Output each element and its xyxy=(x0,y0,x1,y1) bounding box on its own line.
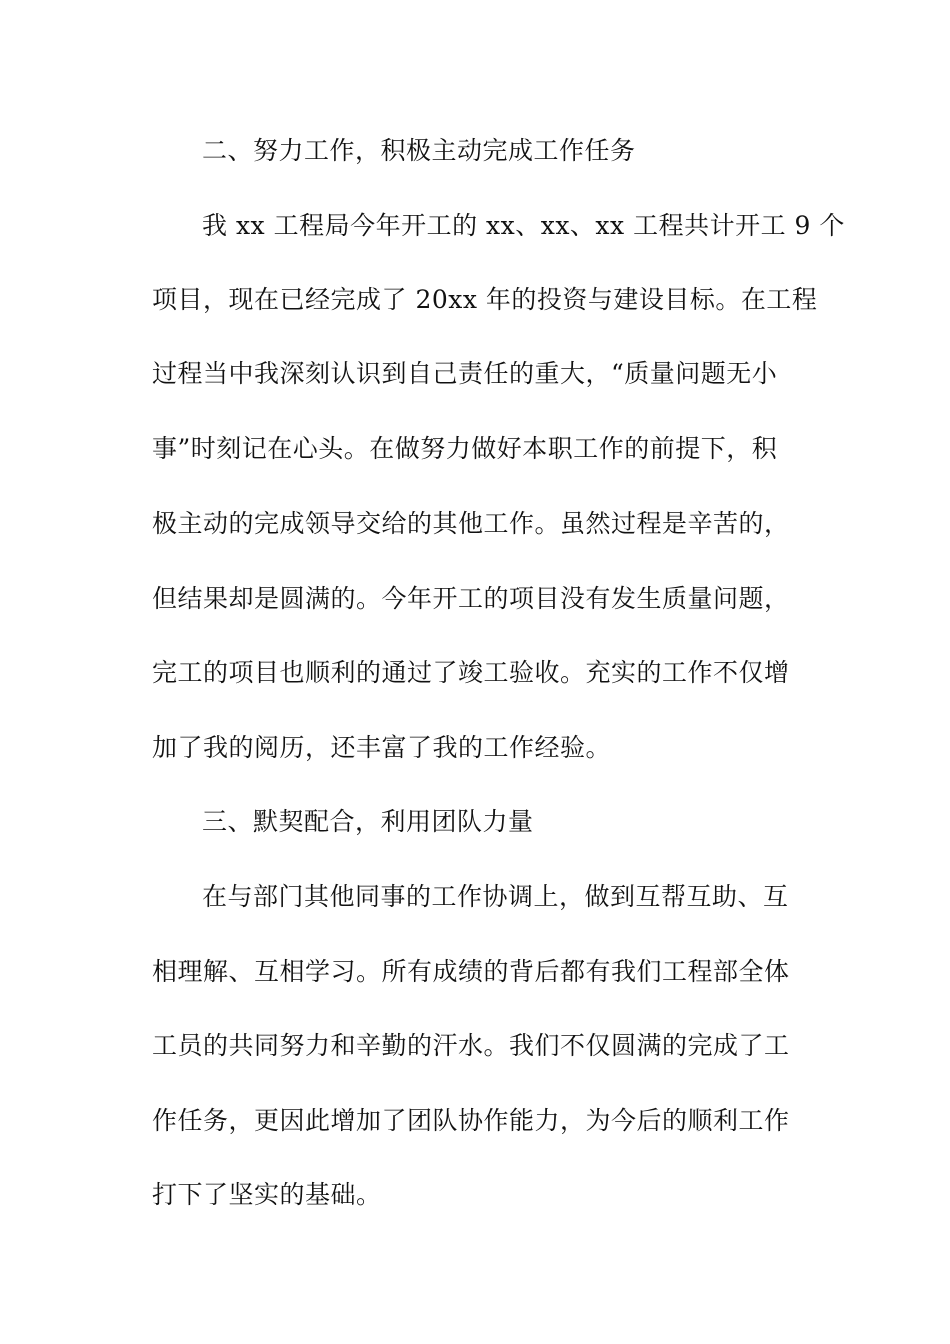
paragraph-line: 极主动的完成领导交给的其他工作。虽然过程是辛苦的， xyxy=(152,509,790,538)
paragraph-line: 我 xx 工程局今年开工的 xx、xx、xx 工程共计开工 9 个 xyxy=(202,211,845,240)
paragraph-line: 加了我的阅历，还丰富了我的工作经验。 xyxy=(152,733,612,762)
section-heading-2: 二、努力工作，积极主动完成工作任务 xyxy=(202,136,636,165)
paragraph-line: 工员的共同努力和辛勤的汗水。我们不仅圆满的完成了工 xyxy=(152,1031,790,1060)
paragraph-line: 但结果却是圆满的。今年开工的项目没有发生质量问题， xyxy=(152,584,790,613)
section-heading-3: 三、默契配合，利用团队力量 xyxy=(202,807,534,836)
paragraph-line: 事”时刻记在心头。在做努力做好本职工作的前提下，积 xyxy=(152,434,778,463)
paragraph-line: 相理解、互相学习。所有成绩的背后都有我们工程部全体 xyxy=(152,957,790,986)
paragraph-line: 打下了坚实的基础。 xyxy=(152,1180,382,1209)
paragraph-line: 完工的项目也顺利的通过了竣工验收。充实的工作不仅增 xyxy=(152,658,790,687)
paragraph-line: 作任务，更因此增加了团队协作能力，为今后的顺利工作 xyxy=(152,1106,790,1135)
paragraph-line: 过程当中我深刻认识到自己责任的重大，“质量问题无小 xyxy=(152,359,778,388)
paragraph-line: 在与部门其他同事的工作协调上，做到互帮互助、互 xyxy=(202,882,789,911)
paragraph-line: 项目，现在已经完成了 20xx 年的投资与建设目标。在工程 xyxy=(152,285,818,314)
